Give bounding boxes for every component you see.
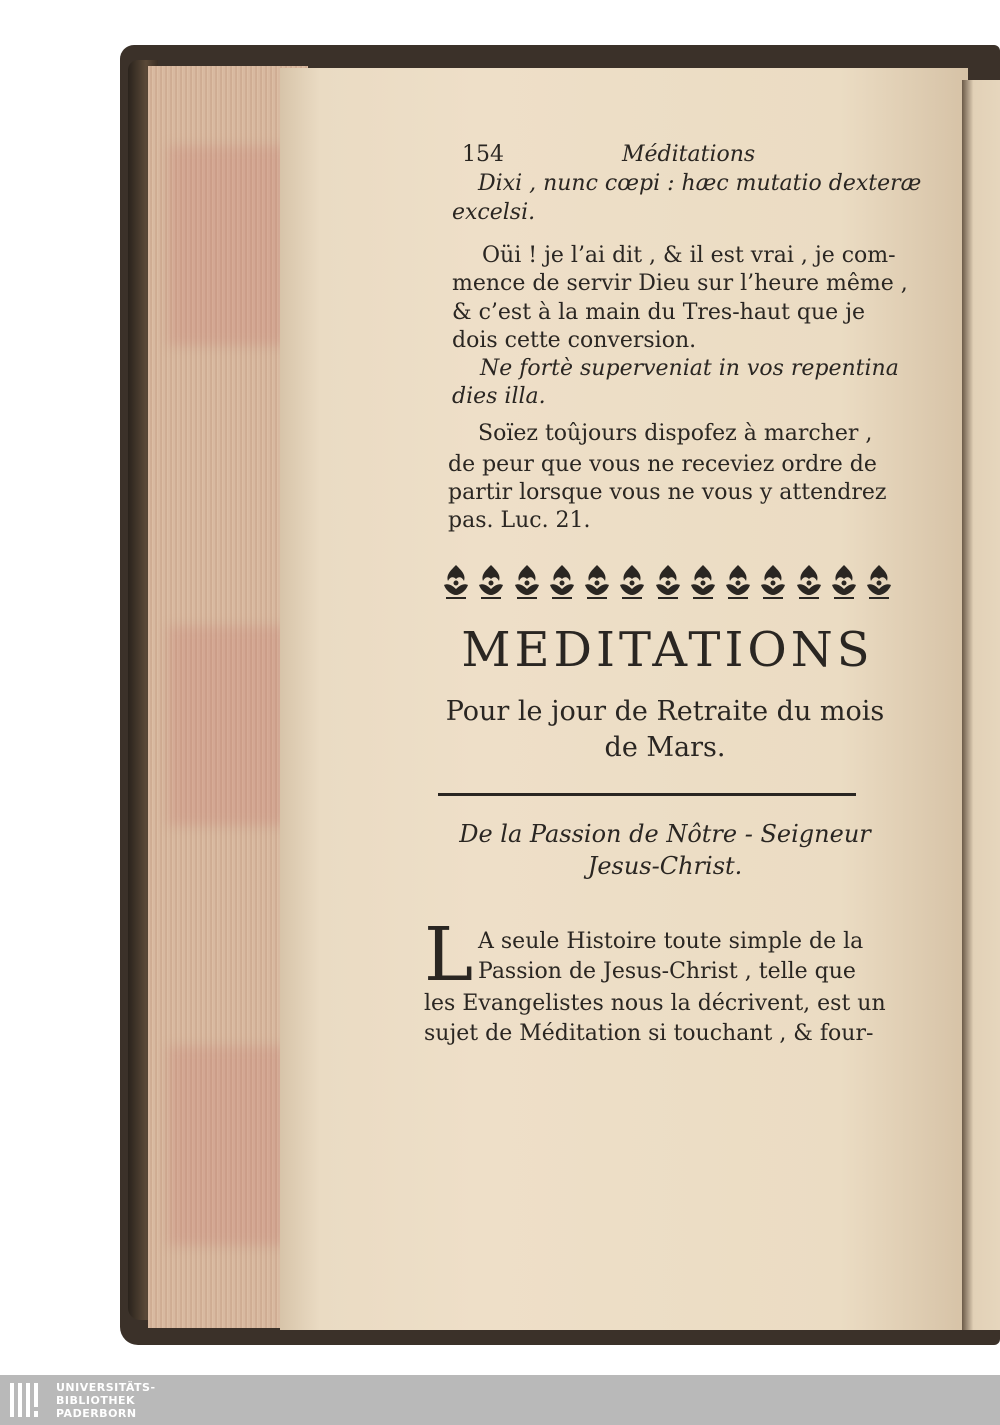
text-line: dies illa. (452, 384, 546, 409)
fleuron-ornament-icon (793, 561, 825, 601)
section-heading-line: Jesus-Christ. (587, 852, 743, 880)
fleuron-ornament-icon (546, 561, 578, 601)
fleuron-ornament-icon (652, 561, 684, 601)
library-name-line: UNIVERSITÄTS- (56, 1381, 156, 1394)
library-logo-bar (0, 1375, 1000, 1425)
library-name-line: BIBLIOTHEK (56, 1394, 136, 1407)
text-line: Soïez toûjours dispofez à marcher , (478, 421, 873, 446)
text-line: de peur que vous ne receviez ordre de (448, 452, 877, 477)
text-line: les Evangelistes nous la décrivent, est un (424, 991, 886, 1016)
text-line: & c’est à la main du Tres-haut que je (452, 300, 866, 325)
running-head: Méditations (622, 142, 756, 167)
text-line: dois cette conversion. (452, 328, 697, 353)
text-line: Passion de Jesus-Christ , telle que (478, 959, 856, 984)
section-heading-line: De la Passion de Nôtre - Seigneur (459, 820, 871, 848)
subtitle-line: de Mars. (604, 732, 726, 763)
text-line: mence de servir Dieu sur l’heure même , (452, 271, 908, 296)
text-line: excelsi. (452, 200, 536, 225)
text-line: A seule Histoire toute simple de la (478, 929, 864, 954)
section-heading (430, 818, 900, 882)
page-number: 154 (462, 142, 504, 167)
fleuron-ornament-icon (757, 561, 789, 601)
drop-cap: L (424, 912, 474, 998)
library-logo-icon (8, 1379, 48, 1421)
fleuron-ornament-icon (581, 561, 613, 601)
chapter-title: MEDITATIONS (461, 622, 874, 678)
text-line: partir lorsque vous ne vous y attendrez (448, 480, 887, 505)
subtitle-line: Pour le jour de Retraite du mois (445, 696, 885, 727)
fleuron-ornament-icon (863, 561, 895, 601)
text-line: Dixi , nunc cœpi : hæc mutatio dexteræ (478, 171, 922, 196)
fleuron-ornament-icon (511, 561, 543, 601)
fleuron-ornament-icon (722, 561, 754, 601)
decorative-band (440, 556, 895, 606)
library-name-line: PADERBORN (56, 1407, 137, 1420)
text-line: Ne fortè superveniat in vos repentina (480, 356, 899, 381)
fleuron-ornament-icon (440, 561, 472, 601)
text-line: sujet de Méditation si touchant , & four- (424, 1021, 874, 1046)
fleuron-ornament-icon (475, 561, 507, 601)
chapter-subtitle (430, 694, 900, 766)
fleuron-ornament-icon (616, 561, 648, 601)
text-line: Oüi ! je l’ai dit , & il est vrai , je com- (482, 243, 896, 268)
fleuron-ornament-icon (687, 561, 719, 601)
library-name (56, 1381, 156, 1420)
text-line: pas. Luc. 21. (448, 508, 591, 533)
fleuron-ornament-icon (828, 561, 860, 601)
horizontal-rule (438, 793, 856, 796)
